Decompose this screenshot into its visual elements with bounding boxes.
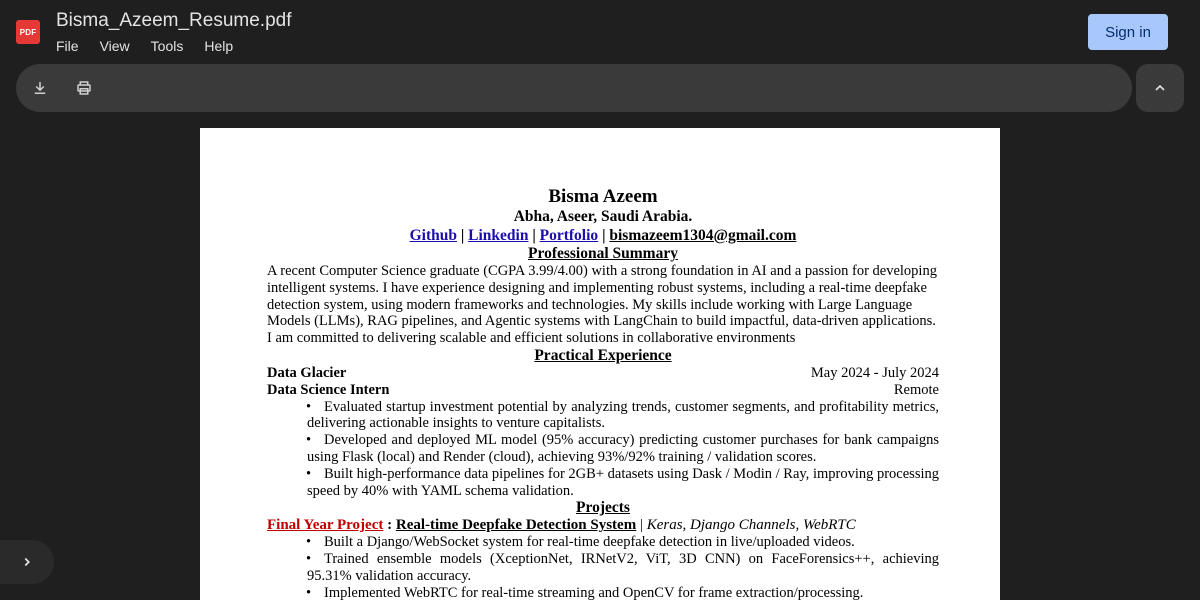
experience-bullets	[307, 399, 939, 500]
portfolio-link[interactable]: Portfolio	[539, 227, 599, 244]
download-button[interactable]	[28, 76, 52, 100]
menu-bar	[56, 38, 254, 54]
job-location: Remote	[893, 381, 939, 398]
menu-file[interactable]: File	[56, 38, 79, 54]
resume-links	[267, 226, 939, 245]
pdf-toolbar	[16, 64, 1132, 112]
experience-subheader	[267, 382, 939, 399]
list-item: • Developed and deployed ML model (95% accuracy) predicting customer purchases for bank campaigns using Flask (local) and Render (cloud), achieving 93%/92% training / validation scores.	[307, 432, 939, 466]
job-role: Data Science Intern	[267, 381, 390, 398]
project-bullets	[307, 534, 939, 600]
menu-view[interactable]: View	[99, 38, 130, 54]
project-title: Real-time Deepfake Detection System	[395, 517, 637, 534]
projects-heading: Projects	[576, 499, 630, 517]
project-label: Final Year Project	[267, 517, 384, 534]
pdf-page	[200, 128, 1000, 600]
linkedin-link[interactable]: Linkedin	[468, 227, 529, 244]
resume-location: Abha, Aseer, Saudi Arabia.	[513, 208, 693, 225]
list-item: • Built a Django/WebSocket system for real-time deepfake detection in live/uploaded videos.	[307, 534, 939, 551]
document-title: Bisma_Azeem_Resume.pdf	[56, 10, 292, 31]
experience-header	[267, 365, 939, 382]
list-item: • Evaluated startup investment potential by analyzing trends, customer segments, and profitability metrics, delivering actionable insights to venture capitalists.	[307, 399, 939, 433]
email-address: bismazeem1304@gmail.com	[609, 227, 797, 244]
github-link[interactable]: Github	[409, 227, 457, 244]
summary-heading: Professional Summary	[528, 245, 678, 262]
pdf-app-icon: PDF	[16, 20, 40, 44]
link-separator: |	[602, 227, 606, 244]
company-name: Data Glacier	[267, 364, 347, 381]
download-icon	[31, 79, 49, 97]
print-button[interactable]	[72, 76, 96, 100]
project-pipe: |	[639, 517, 643, 534]
project-header	[267, 517, 939, 534]
list-item: • Built high-performance data pipelines for 2GB+ datasets using Dask / Modin / Ray, improving processing speed by 40% with YAML schema validation.	[307, 466, 939, 500]
experience-dates: May 2024 - July 2024	[810, 364, 939, 381]
menu-help[interactable]: Help	[204, 38, 234, 54]
project-tech: Keras, Django Channels, WebRTC	[646, 517, 856, 534]
print-icon	[75, 79, 93, 97]
list-item: • Implemented WebRTC for real-time streaming and OpenCV for frame extraction/processing.	[307, 585, 939, 600]
collapse-toolbar-button[interactable]	[1136, 64, 1184, 112]
project-colon: :	[387, 517, 393, 534]
link-separator: |	[460, 227, 465, 244]
resume-content	[267, 186, 939, 600]
chevron-right-icon	[20, 555, 34, 569]
experience-heading: Practical Experience	[534, 346, 672, 364]
sign-in-button[interactable]: Sign in	[1088, 14, 1168, 50]
resume-name: Bisma Azeem	[548, 186, 658, 207]
menu-tools[interactable]: Tools	[150, 38, 184, 54]
chevron-up-icon	[1152, 80, 1168, 96]
link-separator: |	[532, 227, 536, 244]
list-item: • Trained ensemble models (XceptionNet, IRNetV2, ViT, 3D CNN) on FaceForensics++, achieving 95.31% validation accuracy.	[307, 551, 939, 585]
summary-text: A recent Computer Science graduate (CGPA 3.99/4.00) with a strong foundation in AI and a passion for developing intelligent systems. I have experience designing and implementing robust systems, including a real-time deepfake detection system, using modern frameworks and technologies. My skills include working with Large Language Models (LLMs), RAG pipelines, and Agentic systems with LangChain to build impactful, data-driven applications. I am committed to delivering scalable and efficient solutions in collaborative environments	[267, 263, 937, 347]
sidebar-toggle-button[interactable]	[0, 540, 54, 584]
